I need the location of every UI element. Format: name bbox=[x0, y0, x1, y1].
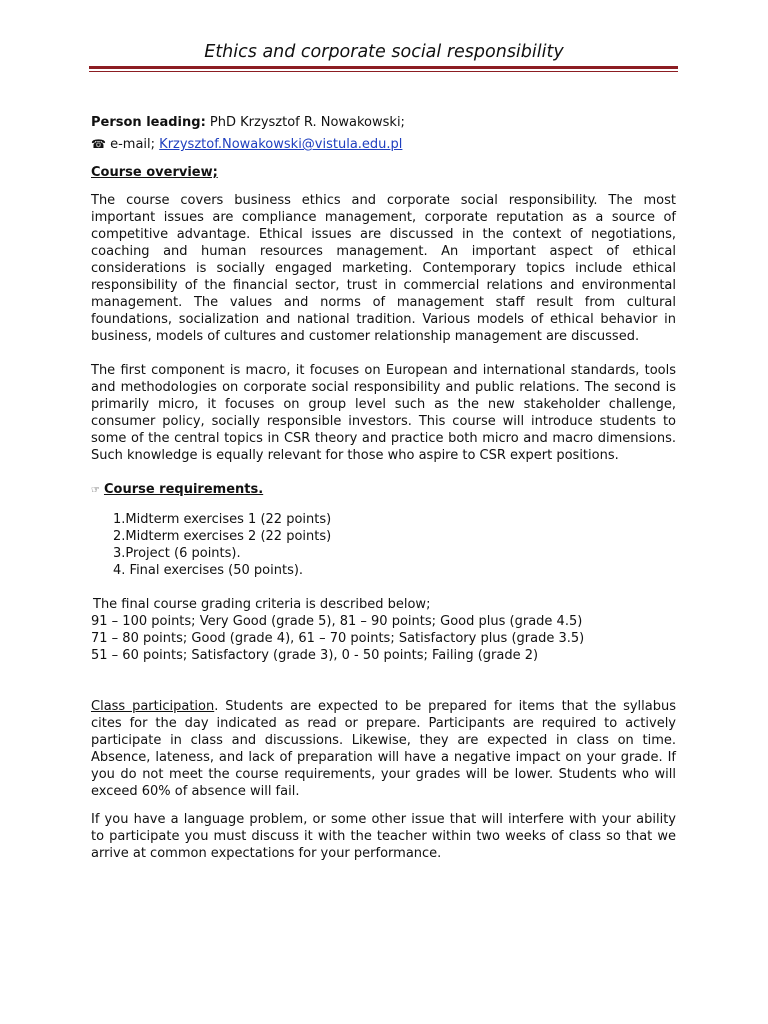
requirements-list bbox=[91, 511, 676, 579]
header-rule-thin bbox=[89, 71, 678, 72]
person-leading-name: PhD Krzysztof R. Nowakowski; bbox=[209, 115, 405, 130]
list-item: 1.Midterm exercises 1 (22 points) bbox=[113, 512, 332, 527]
grading-intro: The final course grading criteria is described below; bbox=[93, 597, 431, 612]
course-overview-heading: Course overview; bbox=[91, 165, 218, 180]
grading-line: 71 – 80 points; Good (grade 4), 61 – 70 points; Satisfactory plus (grade 3.5) bbox=[91, 631, 585, 646]
grading-line: 51 – 60 points; Satisfactory (grade 3), 0 - 50 points; Failing (grade 2) bbox=[91, 648, 539, 663]
list-item: 3.Project (6 points). bbox=[113, 546, 241, 561]
telephone-icon: ☎ bbox=[91, 137, 106, 151]
header-rule-thick bbox=[89, 66, 678, 69]
overview-paragraph-2: The first component is macro, it focuses on European and international standards, tools and methodologies on corporate social responsibility and public relations. The second is primarily micro, it focuses on group level such as the new stakeholder challenge, consumer policy, socially responsible investors. This course will introduce students to some of the central topics in CSR theory and practice both micro and macro dimensions. Such knowledge is equally relevant for those who aspire to CSR expert positions. bbox=[91, 363, 676, 463]
course-requirements-heading-line bbox=[91, 481, 676, 499]
language-problem-paragraph: If you have a language problem, or some other issue that will interfere with your ability to participate you must discuss it with the teacher within two weeks of class so that we arrive at common expectations for your performance. bbox=[91, 812, 676, 861]
list-item: 2.Midterm exercises 2 (22 points) bbox=[113, 529, 332, 544]
email-line bbox=[91, 136, 676, 153]
email-label: e-mail; bbox=[110, 137, 156, 152]
list-item: 4. Final exercises (50 points). bbox=[113, 563, 304, 578]
class-participation-paragraph bbox=[91, 698, 676, 800]
page-title: Ethics and corporate social responsibility bbox=[204, 42, 564, 62]
email-link[interactable]: Krzysztof.Nowakowski@vistula.edu.pl bbox=[159, 137, 403, 152]
overview-paragraph-1: The course covers business ethics and corporate social responsibility. The most important issues are compliance management, corporate reputation as a source of competitive advantage. Ethical issues are discussed in the context of negotiations, coaching and human resources management. An important aspect of ethical considerations is socially engaged marketing. Contemporary topics include ethical responsibility of the financial sector, trust in commercial relations and environmental management. The values and norms of management staff result from cultural foundations, socialization and national tradition. Various models of ethical behavior in business, models of cultures and customer relationship management are discussed. bbox=[91, 193, 676, 344]
grading-line: 91 – 100 points; Very Good (grade 5), 81 – 90 points; Good plus (grade 4.5) bbox=[91, 614, 583, 629]
person-leading-line bbox=[91, 114, 676, 131]
grading-criteria bbox=[91, 596, 676, 664]
person-leading-label: Person leading: bbox=[91, 115, 206, 130]
class-participation-text: . Students are expected to be prepared for items that the syllabus cites for the day indicated as read or prepare. Participants are required to actively participate in class and discussions. Likewise, they are expected in class on time. Absence, lateness, and lack of preparation will have a negative impact on your grade. If you do not meet the course requirements, your grades will be lower. Students who will exceed 60% of absence will fail. bbox=[91, 699, 676, 799]
class-participation-heading: Class participation bbox=[91, 699, 215, 714]
course-requirements-heading: Course requirements. bbox=[103, 482, 264, 497]
pointing-hand-icon: ☞ bbox=[91, 485, 100, 496]
document-body bbox=[91, 114, 676, 862]
